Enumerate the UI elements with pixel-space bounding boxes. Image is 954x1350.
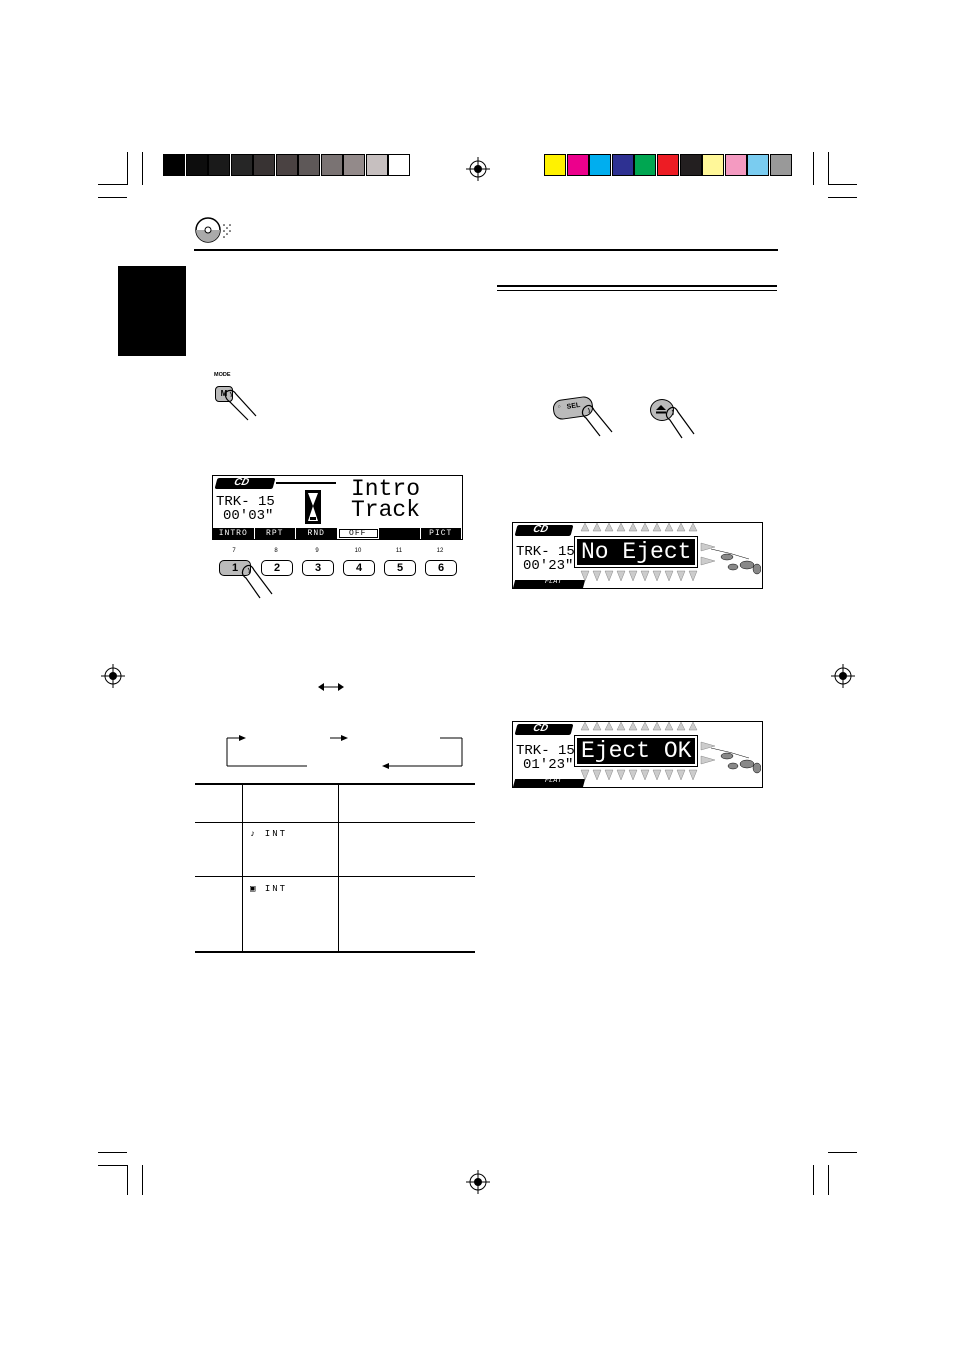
eject-status-text: No Eject <box>581 539 692 565</box>
crop-mark <box>828 184 857 185</box>
gray-swatch <box>321 154 343 176</box>
finger-press-icon <box>580 402 620 438</box>
gray-swatch <box>298 154 320 176</box>
registration-target-icon <box>466 157 490 181</box>
gray-swatch <box>163 154 185 176</box>
crop-mark <box>828 152 829 185</box>
color-swatch <box>680 154 702 176</box>
registration-target-icon <box>101 664 125 688</box>
preset-label-7: 7 <box>232 548 236 554</box>
crop-mark <box>828 1165 829 1195</box>
play-time: 00'03" <box>223 508 274 524</box>
mode-label: MODE <box>214 372 231 378</box>
intro-message-line2: Track <box>351 497 421 523</box>
gray-swatch <box>186 154 208 176</box>
cd-logo: CD <box>215 478 276 489</box>
crop-mark <box>813 152 814 185</box>
mode-key-label: M <box>220 389 228 398</box>
lcd-display-eject-ok <box>512 721 763 788</box>
preset-button-5[interactable]: 5 <box>384 560 416 576</box>
color-swatch <box>544 154 566 176</box>
cd-logo: CD <box>515 724 574 735</box>
gray-swatch <box>208 154 230 176</box>
language-tab <box>118 266 186 356</box>
logo-stripe <box>276 482 336 484</box>
section-rule <box>497 285 777 287</box>
hourglass-icon <box>305 490 321 524</box>
gray-swatch <box>231 154 253 176</box>
track-number: TRK- 15 <box>216 494 275 510</box>
preset-button-1[interactable]: 1 <box>219 560 251 576</box>
color-swatch <box>702 154 724 176</box>
crop-mark <box>98 184 127 185</box>
table-border <box>195 951 475 953</box>
crop-mark <box>142 152 143 185</box>
table-border <box>195 876 475 877</box>
intro-message-line1: Intro <box>351 476 421 502</box>
double-arrow-icon <box>318 682 344 692</box>
color-swatch <box>770 154 792 176</box>
eq-mode: FLAT <box>543 777 563 785</box>
preset-button-6[interactable]: 6 <box>425 560 457 576</box>
color-swatch <box>725 154 747 176</box>
color-swatch <box>634 154 656 176</box>
table-border <box>195 822 475 823</box>
cd-logo: CD <box>515 525 574 536</box>
softkey-intro: INTRO <box>213 528 255 539</box>
crop-mark <box>828 197 857 198</box>
gray-swatch <box>253 154 275 176</box>
color-swatch <box>589 154 611 176</box>
softkey-off: OFF <box>338 528 380 539</box>
gray-swatch <box>276 154 298 176</box>
preset-button-4[interactable]: 4 <box>343 560 375 576</box>
softkey-pict: PICT <box>421 528 463 539</box>
softkey-rpt: RPT <box>255 528 297 539</box>
preset-label-8: 8 <box>274 548 278 554</box>
crop-mark <box>98 197 127 198</box>
header-rule <box>194 249 778 251</box>
softkey-rnd: RND <box>296 528 338 539</box>
preset-label-12: 12 <box>436 548 444 554</box>
table-border <box>242 784 243 952</box>
table-cell-intro-track: ♪ INT <box>250 829 288 839</box>
crop-mark <box>142 1165 143 1195</box>
eject-status-message <box>575 537 697 567</box>
finger-press-icon <box>238 562 278 600</box>
crop-mark <box>127 152 128 185</box>
sel-dot: ○ <box>557 403 562 411</box>
crop-mark <box>98 1165 127 1166</box>
lcd-display-no-eject <box>512 522 763 589</box>
cd-disc-icon <box>194 215 238 245</box>
color-swatch <box>612 154 634 176</box>
eq-mode: FLAT <box>543 578 563 586</box>
play-time: 00'23" <box>523 558 574 574</box>
color-swatch <box>567 154 589 176</box>
preset-label-9: 9 <box>315 548 319 554</box>
play-time: 01'23" <box>523 757 574 773</box>
color-swatch <box>747 154 769 176</box>
gray-swatch <box>366 154 388 176</box>
finger-press-icon <box>664 404 700 440</box>
registration-target-icon <box>831 664 855 688</box>
track-number: TRK- 15 <box>516 544 575 560</box>
mode-cycle-diagram <box>222 732 466 772</box>
section-rule <box>497 290 777 291</box>
crop-mark <box>127 1165 128 1195</box>
crop-mark <box>813 1165 814 1195</box>
crop-mark <box>828 1152 857 1153</box>
gray-swatch <box>343 154 365 176</box>
preset-button-3[interactable]: 3 <box>302 560 334 576</box>
registration-target-icon <box>466 1170 490 1194</box>
crop-mark <box>98 1152 127 1153</box>
preset-label-10: 10 <box>354 548 362 554</box>
softkey-blank <box>379 528 421 539</box>
gray-swatch <box>388 154 410 176</box>
eject-status-message <box>575 736 697 766</box>
table-border <box>338 784 339 952</box>
color-swatch <box>657 154 679 176</box>
table-cell-intro-folder: ▣ INT <box>250 884 288 894</box>
eject-status-text: Eject OK <box>581 738 692 764</box>
table-border <box>195 783 475 785</box>
preset-button-2[interactable]: 2 <box>261 560 293 576</box>
softkey-bar <box>213 528 462 539</box>
finger-press-icon <box>222 388 262 422</box>
track-number: TRK- 15 <box>516 743 575 759</box>
sel-label: SEL <box>566 401 581 411</box>
lcd-display-intro <box>212 475 463 540</box>
preset-label-11: 11 <box>395 548 403 554</box>
